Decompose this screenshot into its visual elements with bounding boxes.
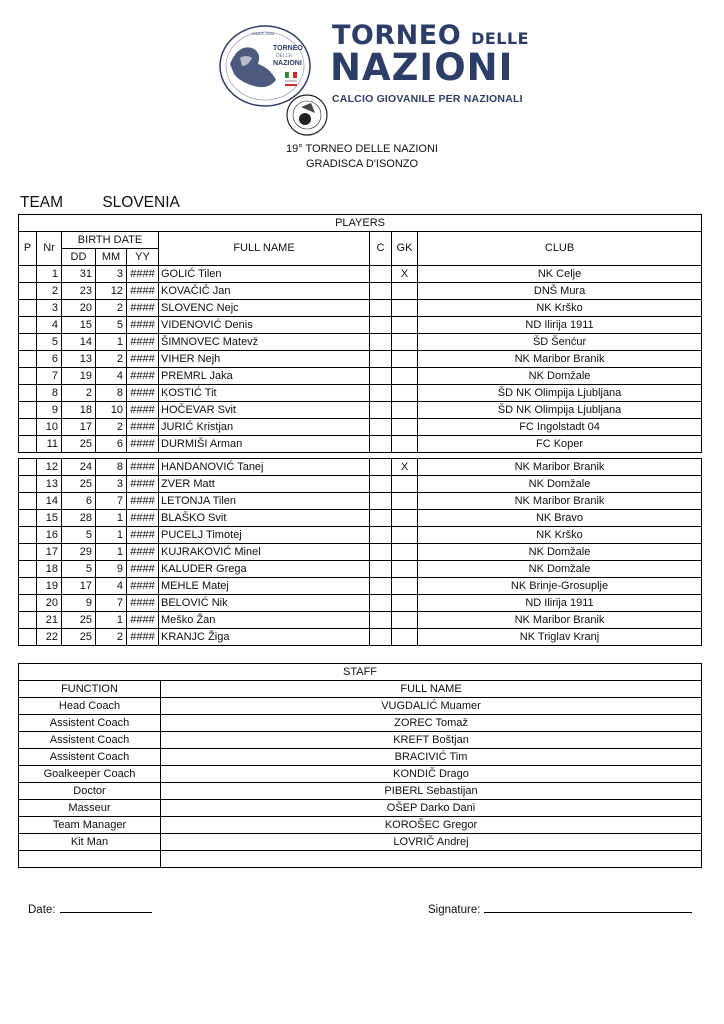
player-row: [19, 368, 702, 385]
player-birth-day: 24: [62, 459, 96, 476]
player-number: 11: [37, 436, 62, 453]
staff-function: Assistent Coach: [19, 749, 161, 766]
player-birth-year: ####: [127, 493, 159, 510]
player-name: KOSTIĆ Tit: [159, 385, 370, 402]
player-club: NK Bravo: [418, 510, 702, 527]
player-name: KOVAČIČ Jan: [159, 283, 370, 300]
player-goalkeeper: [392, 595, 418, 612]
player-birth-day: 13: [62, 351, 96, 368]
player-captain: [370, 334, 392, 351]
player-birth-day: 17: [62, 578, 96, 595]
player-birth-month: 1: [96, 544, 127, 561]
player-club: NK Domžale: [418, 561, 702, 578]
player-birth-month: 7: [96, 493, 127, 510]
player-p-cell: [19, 544, 37, 561]
player-birth-month: 2: [96, 300, 127, 317]
header-dd: DD: [62, 249, 96, 266]
event-title: 19° TORNEO DELLE NAZIONI: [286, 143, 438, 155]
brand-tagline: CALCIO GIOVANILE PER NAZIONALI: [332, 93, 523, 105]
player-name: LETONJA Tilen: [159, 493, 370, 510]
player-goalkeeper: [392, 629, 418, 646]
player-birth-month: 12: [96, 283, 127, 300]
staff-name: [161, 851, 702, 868]
staff-row: [19, 783, 702, 800]
player-goalkeeper: [392, 612, 418, 629]
staff-name: BRACIVIĆ Tim: [161, 749, 702, 766]
player-birth-year: ####: [127, 459, 159, 476]
team-row: [20, 194, 180, 212]
player-goalkeeper: [392, 385, 418, 402]
player-number: 2: [37, 283, 62, 300]
player-birth-year: ####: [127, 385, 159, 402]
header-goalkeeper: GK: [392, 232, 418, 266]
player-row: [19, 493, 702, 510]
player-captain: [370, 612, 392, 629]
player-captain: [370, 493, 392, 510]
player-club: NK Domžale: [418, 476, 702, 493]
player-number: 17: [37, 544, 62, 561]
player-club: NK Krško: [418, 300, 702, 317]
player-birth-day: 6: [62, 493, 96, 510]
player-goalkeeper: [392, 436, 418, 453]
player-goalkeeper: [392, 351, 418, 368]
player-name: KRANJC Žiga: [159, 629, 370, 646]
player-club: NK Brinje-Grosuplje: [418, 578, 702, 595]
staff-name: LOVRIČ Andrej: [161, 834, 702, 851]
header-p: P: [19, 232, 37, 266]
player-birth-year: ####: [127, 436, 159, 453]
player-number: 8: [37, 385, 62, 402]
player-birth-month: 2: [96, 629, 127, 646]
player-number: 22: [37, 629, 62, 646]
player-number: 4: [37, 317, 62, 334]
player-row: [19, 561, 702, 578]
header-full-name: FULL NAME: [159, 232, 370, 266]
player-birth-day: 25: [62, 629, 96, 646]
logo-text-nazioni: NAZIONI: [273, 60, 302, 67]
staff-name: PIBERL Sebastijan: [161, 783, 702, 800]
player-number: 5: [37, 334, 62, 351]
signature-label: Signature:: [428, 904, 481, 916]
player-row: [19, 527, 702, 544]
player-row: [19, 300, 702, 317]
player-birth-year: ####: [127, 419, 159, 436]
player-p-cell: [19, 493, 37, 510]
player-birth-year: ####: [127, 266, 159, 283]
player-birth-year: ####: [127, 510, 159, 527]
player-p-cell: [19, 402, 37, 419]
player-club: DNŠ Mura: [418, 283, 702, 300]
player-number: 1: [37, 266, 62, 283]
staff-function: Goalkeeper Coach: [19, 766, 161, 783]
player-number: 7: [37, 368, 62, 385]
player-number: 15: [37, 510, 62, 527]
document-header: [0, 0, 724, 190]
player-name: BELOVIĆ Nik: [159, 595, 370, 612]
player-row: [19, 317, 702, 334]
player-number: 20: [37, 595, 62, 612]
player-birth-month: 1: [96, 510, 127, 527]
player-birth-year: ####: [127, 561, 159, 578]
staff-name: KREFT Boštjan: [161, 732, 702, 749]
header-birth-date: BIRTH DATE: [62, 232, 159, 249]
player-birth-month: 1: [96, 527, 127, 544]
staff-row: [19, 732, 702, 749]
player-name: PUCELJ Timotej: [159, 527, 370, 544]
player-name: DURMIŠI Arman: [159, 436, 370, 453]
player-row: [19, 402, 702, 419]
staff-function: Kit Man: [19, 834, 161, 851]
player-name: HANDANOVIĆ Tanej: [159, 459, 370, 476]
player-birth-day: 5: [62, 561, 96, 578]
player-p-cell: [19, 436, 37, 453]
staff-row: [19, 715, 702, 732]
player-row: [19, 419, 702, 436]
player-number: 21: [37, 612, 62, 629]
date-input-line[interactable]: [60, 902, 152, 913]
player-name: ZVER Matt: [159, 476, 370, 493]
player-goalkeeper: [392, 527, 418, 544]
player-captain: [370, 510, 392, 527]
player-birth-month: 8: [96, 385, 127, 402]
player-p-cell: [19, 419, 37, 436]
player-name: PREMRL Jaka: [159, 368, 370, 385]
signature-input-line[interactable]: [484, 902, 692, 913]
player-birth-year: ####: [127, 351, 159, 368]
player-birth-month: 7: [96, 595, 127, 612]
staff-row: [19, 800, 702, 817]
player-club: FC Koper: [418, 436, 702, 453]
header-captain: C: [370, 232, 392, 266]
player-number: 13: [37, 476, 62, 493]
player-row: [19, 612, 702, 629]
player-club: NK Domžale: [418, 368, 702, 385]
player-birth-year: ####: [127, 283, 159, 300]
player-birth-year: ####: [127, 595, 159, 612]
player-goalkeeper: [392, 402, 418, 419]
staff-row: [19, 817, 702, 834]
player-p-cell: [19, 368, 37, 385]
player-goalkeeper: X: [392, 266, 418, 283]
player-birth-day: 29: [62, 544, 96, 561]
player-goalkeeper: [392, 561, 418, 578]
staff-function: Doctor: [19, 783, 161, 800]
player-birth-year: ####: [127, 476, 159, 493]
player-row: [19, 283, 702, 300]
staff-function: Masseur: [19, 800, 161, 817]
staff-function: Assistent Coach: [19, 732, 161, 749]
player-goalkeeper: [392, 544, 418, 561]
logo-text-delle: DELLE: [276, 53, 292, 59]
player-number: 6: [37, 351, 62, 368]
club-logo-icon: [285, 93, 329, 137]
player-name: SLOVENC Nejc: [159, 300, 370, 317]
staff-name: VUGDALIĆ Muamer: [161, 698, 702, 715]
player-club: NK Maribor Branik: [418, 493, 702, 510]
logo-since: SINCE 2004: [252, 31, 275, 36]
player-birth-year: ####: [127, 612, 159, 629]
player-birth-day: 15: [62, 317, 96, 334]
players-title: PLAYERS: [19, 215, 702, 232]
player-goalkeeper: [392, 334, 418, 351]
player-name: MEHLE Matej: [159, 578, 370, 595]
player-name: ŠIMNOVEC Matevž: [159, 334, 370, 351]
player-captain: [370, 283, 392, 300]
staff-row: [19, 766, 702, 783]
player-name: VIDENOVIĆ Denis: [159, 317, 370, 334]
player-captain: [370, 527, 392, 544]
staff-name: KOROŠEC Gregor: [161, 817, 702, 834]
player-birth-month: 8: [96, 459, 127, 476]
player-row: [19, 385, 702, 402]
player-birth-day: 25: [62, 436, 96, 453]
player-goalkeeper: [392, 419, 418, 436]
player-birth-day: 23: [62, 283, 96, 300]
player-goalkeeper: [392, 510, 418, 527]
event-location: GRADISCA D'ISONZO: [305, 158, 419, 170]
header-nr: Nr: [37, 232, 62, 266]
player-number: 3: [37, 300, 62, 317]
player-club: ND Ilirija 1911: [418, 595, 702, 612]
staff-function: Team Manager: [19, 817, 161, 834]
player-captain: [370, 351, 392, 368]
player-captain: [370, 629, 392, 646]
player-birth-year: ####: [127, 578, 159, 595]
player-club: ŠD NK Olimpija Ljubljana: [418, 402, 702, 419]
player-birth-day: 5: [62, 527, 96, 544]
player-birth-month: 1: [96, 612, 127, 629]
staff-name: OŠEP Darko Dani: [161, 800, 702, 817]
player-birth-year: ####: [127, 317, 159, 334]
player-club: NK Triglav Kranj: [418, 629, 702, 646]
player-goalkeeper: [392, 317, 418, 334]
player-row: [19, 544, 702, 561]
player-birth-day: 2: [62, 385, 96, 402]
player-p-cell: [19, 612, 37, 629]
player-number: 16: [37, 527, 62, 544]
players-table-reserves: [18, 458, 702, 646]
player-birth-year: ####: [127, 544, 159, 561]
staff-row: [19, 851, 702, 868]
player-captain: [370, 459, 392, 476]
staff-name: KONDIČ Drago: [161, 766, 702, 783]
player-name: Meško Žan: [159, 612, 370, 629]
player-p-cell: [19, 300, 37, 317]
player-name: HOČEVAR Svit: [159, 402, 370, 419]
player-row: [19, 266, 702, 283]
player-p-cell: [19, 385, 37, 402]
player-birth-year: ####: [127, 527, 159, 544]
brand-line-1: TORNEO DELLE: [332, 20, 530, 51]
header-mm: MM: [96, 249, 127, 266]
staff-title: STAFF: [19, 664, 702, 681]
player-row: [19, 578, 702, 595]
player-p-cell: [19, 317, 37, 334]
player-name: JURIĆ Kristjan: [159, 419, 370, 436]
staff-function: [19, 851, 161, 868]
player-birth-month: 3: [96, 266, 127, 283]
player-number: 18: [37, 561, 62, 578]
team-label: TEAM: [20, 194, 64, 211]
player-club: NK Maribor Branik: [418, 612, 702, 629]
staff-header-function: FUNCTION: [19, 681, 161, 698]
player-row: [19, 595, 702, 612]
staff-row: [19, 834, 702, 851]
player-club: ŠD NK Olimpija Ljubljana: [418, 385, 702, 402]
player-birth-year: ####: [127, 629, 159, 646]
player-p-cell: [19, 561, 37, 578]
staff-row: [19, 698, 702, 715]
player-row: [19, 459, 702, 476]
players-title-row: [19, 215, 702, 232]
player-club: ND Ilirija 1911: [418, 317, 702, 334]
player-club: ŠD Šenćur: [418, 334, 702, 351]
player-captain: [370, 368, 392, 385]
player-birth-year: ####: [127, 334, 159, 351]
player-row: [19, 476, 702, 493]
player-row: [19, 351, 702, 368]
player-name: GOLIĆ Tilen: [159, 266, 370, 283]
player-p-cell: [19, 527, 37, 544]
player-goalkeeper: [392, 368, 418, 385]
staff-header-row: [19, 681, 702, 698]
player-captain: [370, 578, 392, 595]
player-captain: [370, 300, 392, 317]
player-p-cell: [19, 334, 37, 351]
player-row: [19, 510, 702, 527]
player-birth-day: 9: [62, 595, 96, 612]
header-yy: YY: [127, 249, 159, 266]
player-captain: [370, 385, 392, 402]
player-birth-month: 9: [96, 561, 127, 578]
player-number: 19: [37, 578, 62, 595]
player-p-cell: [19, 351, 37, 368]
player-birth-day: 25: [62, 476, 96, 493]
player-birth-day: 17: [62, 419, 96, 436]
team-name: SLOVENIA: [102, 194, 180, 211]
player-captain: [370, 436, 392, 453]
player-birth-month: 4: [96, 578, 127, 595]
player-birth-day: 20: [62, 300, 96, 317]
player-club: NK Maribor Branik: [418, 351, 702, 368]
player-number: 12: [37, 459, 62, 476]
staff-table: [18, 663, 702, 868]
player-birth-month: 1: [96, 334, 127, 351]
player-birth-day: 25: [62, 612, 96, 629]
player-birth-month: 2: [96, 351, 127, 368]
staff-row: [19, 749, 702, 766]
player-name: KALUDER Grega: [159, 561, 370, 578]
staff-function: Assistent Coach: [19, 715, 161, 732]
player-birth-day: 31: [62, 266, 96, 283]
player-captain: [370, 317, 392, 334]
player-captain: [370, 419, 392, 436]
player-captain: [370, 561, 392, 578]
players-table: [18, 214, 702, 453]
player-goalkeeper: [392, 283, 418, 300]
player-p-cell: [19, 510, 37, 527]
brand-line-2: NAZIONI: [330, 46, 514, 89]
player-captain: [370, 544, 392, 561]
brand-wordmark: [330, 20, 540, 110]
player-birth-day: 28: [62, 510, 96, 527]
player-birth-month: 10: [96, 402, 127, 419]
player-goalkeeper: [392, 476, 418, 493]
date-field: [28, 902, 152, 916]
player-row: [19, 334, 702, 351]
player-birth-month: 5: [96, 317, 127, 334]
player-goalkeeper: [392, 578, 418, 595]
player-goalkeeper: [392, 300, 418, 317]
player-captain: [370, 476, 392, 493]
staff-header-full-name: FULL NAME: [161, 681, 702, 698]
player-p-cell: [19, 629, 37, 646]
player-birth-month: 2: [96, 419, 127, 436]
player-captain: [370, 595, 392, 612]
player-p-cell: [19, 266, 37, 283]
logo-text-torneo: TORNEO: [273, 45, 303, 52]
player-club: NK Krško: [418, 527, 702, 544]
player-name: KUJRAKOVIĆ Minel: [159, 544, 370, 561]
player-name: VIHER Nejh: [159, 351, 370, 368]
player-birth-month: 4: [96, 368, 127, 385]
player-club: NK Celje: [418, 266, 702, 283]
date-label: Date:: [28, 904, 56, 916]
player-p-cell: [19, 283, 37, 300]
player-goalkeeper: [392, 493, 418, 510]
player-birth-day: 18: [62, 402, 96, 419]
staff-title-row: [19, 664, 702, 681]
staff-function: Head Coach: [19, 698, 161, 715]
player-number: 14: [37, 493, 62, 510]
player-birth-year: ####: [127, 368, 159, 385]
player-birth-year: ####: [127, 300, 159, 317]
player-number: 10: [37, 419, 62, 436]
player-club: NK Domžale: [418, 544, 702, 561]
player-p-cell: [19, 595, 37, 612]
player-number: 9: [37, 402, 62, 419]
player-birth-day: 14: [62, 334, 96, 351]
player-row: [19, 629, 702, 646]
player-goalkeeper: X: [392, 459, 418, 476]
player-p-cell: [19, 476, 37, 493]
player-p-cell: [19, 459, 37, 476]
staff-name: ZOREC Tomaž: [161, 715, 702, 732]
player-captain: [370, 266, 392, 283]
player-row: [19, 436, 702, 453]
player-club: NK Maribor Branik: [418, 459, 702, 476]
player-captain: [370, 402, 392, 419]
player-birth-month: 3: [96, 476, 127, 493]
player-name: BLAŠKO Svit: [159, 510, 370, 527]
player-birth-year: ####: [127, 402, 159, 419]
player-birth-month: 6: [96, 436, 127, 453]
player-club: FC Ingolstadt 04: [418, 419, 702, 436]
header-club: CLUB: [418, 232, 702, 266]
signature-field: [428, 902, 692, 916]
player-p-cell: [19, 578, 37, 595]
players-header-row-1: [19, 232, 702, 249]
player-birth-day: 19: [62, 368, 96, 385]
